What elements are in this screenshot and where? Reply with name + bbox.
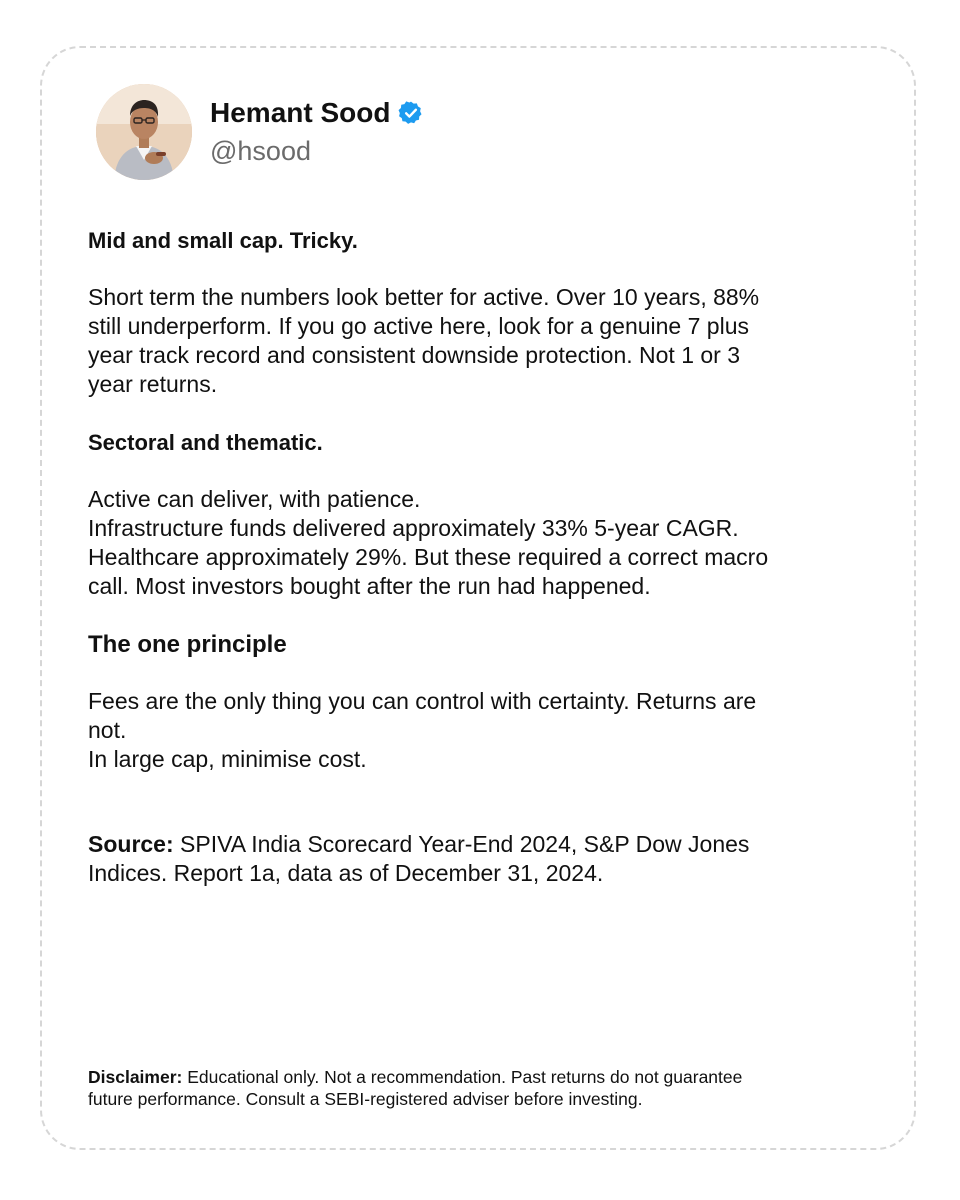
section-text-line: year returns. [88,371,218,397]
name-row [210,96,424,130]
section-text-line: Active can deliver, with patience. [88,486,421,512]
section-text-line: Healthcare approximately 29%. But these required a correct macro [88,544,769,570]
avatar[interactable] [96,84,192,180]
disclaimer [88,1066,910,1110]
source-text-line: Indices. Report 1a, data as of December 31, 2024. [88,860,604,886]
disclaimer-label: Disclaimer: [88,1067,183,1087]
section-heading-principle: The one principle [88,631,287,658]
section-text-line: call. Most investors bought after the run had happened. [88,573,651,599]
source-text: SPIVA India Scorecard Year-End 2024, S&P Dow Jones [173,831,750,857]
author-name[interactable]: Hemant Sood [210,97,391,128]
section-text-line: Infrastructure funds delivered approximately 33% 5-year CAGR. [88,515,739,541]
source-line [88,830,910,859]
post-card [40,46,916,1150]
disclaimer-line [88,1066,910,1088]
avatar-portrait-icon [96,84,192,180]
section-text-line: not. [88,717,127,743]
source-label: Source: [88,831,174,857]
section-text-line: In large cap, minimise cost. [88,746,367,772]
author-info [210,96,424,168]
section-heading-mid-small: Mid and small cap. Tricky. [88,228,358,253]
disclaimer-text: Educational only. Not a recommendation. Past returns do not guarantee [182,1067,743,1087]
verified-badge-icon [398,100,424,126]
section-text-line: Fees are the only thing you can control with certainty. Returns are [88,688,757,714]
section-text-line: year track record and consistent downside protection. Not 1 or 3 [88,342,741,368]
section-text-line: Short term the numbers look better for active. Over 10 years, 88% [88,284,760,310]
section-text-line: still underperform. If you go active here, look for a genuine 7 plus [88,313,749,339]
post-header [96,82,424,182]
author-handle[interactable]: @hsood [210,136,311,166]
section-heading-sectoral: Sectoral and thematic. [88,430,323,455]
post-content [88,226,910,888]
disclaimer-text-line: future performance. Consult a SEBI-registered adviser before investing. [88,1089,643,1109]
